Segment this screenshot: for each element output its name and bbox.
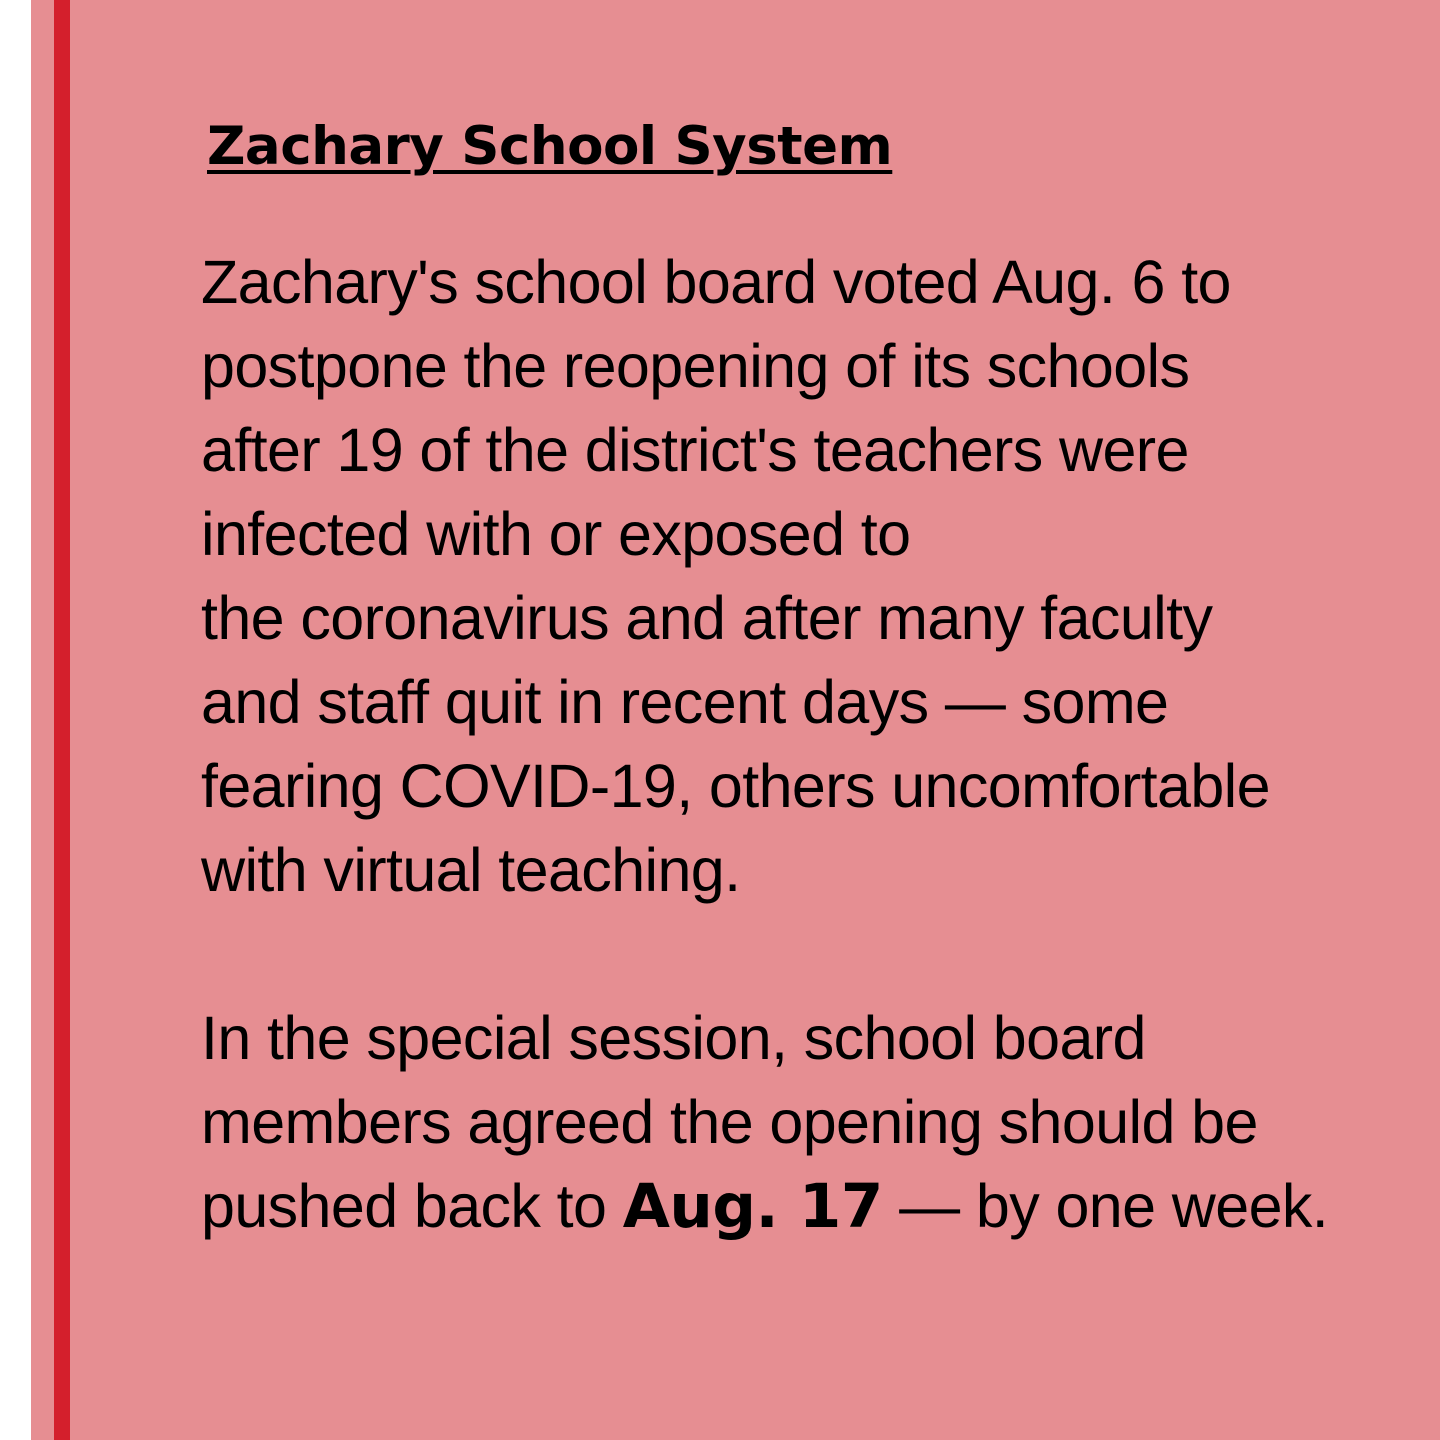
new-opening-date: Aug. 17 [622,1171,883,1242]
text-after-date: — by one week. [882,1172,1329,1240]
section-heading: Zachary School System [207,116,893,177]
paragraph-line: the coronavirus and after many faculty [201,584,1213,652]
paragraph-line: fearing COVID-19, others uncomfortable [201,752,1270,820]
paragraph-special-session [201,996,1328,1249]
paragraph-line: In the special session, school board [201,1004,1146,1072]
paragraph-line: postpone the reopening of its schools [201,332,1190,400]
text-before-date: pushed back to [201,1172,623,1240]
paragraph-line: Zachary's school board voted Aug. 6 to [201,248,1231,316]
paragraph-line: members agreed the opening should be [201,1088,1258,1156]
paragraph-line: after 19 of the district's teachers were [201,416,1189,484]
paragraph-line-with-date [201,1164,1328,1249]
paragraph-line: and staff quit in recent days — some [201,668,1169,736]
left-white-margin [0,0,31,1440]
paragraph-reopening-postponed [201,240,1270,912]
paragraph-line: infected with or exposed to [201,500,911,568]
accent-bar [54,0,70,1440]
paragraph-line: with virtual teaching. [201,836,741,904]
